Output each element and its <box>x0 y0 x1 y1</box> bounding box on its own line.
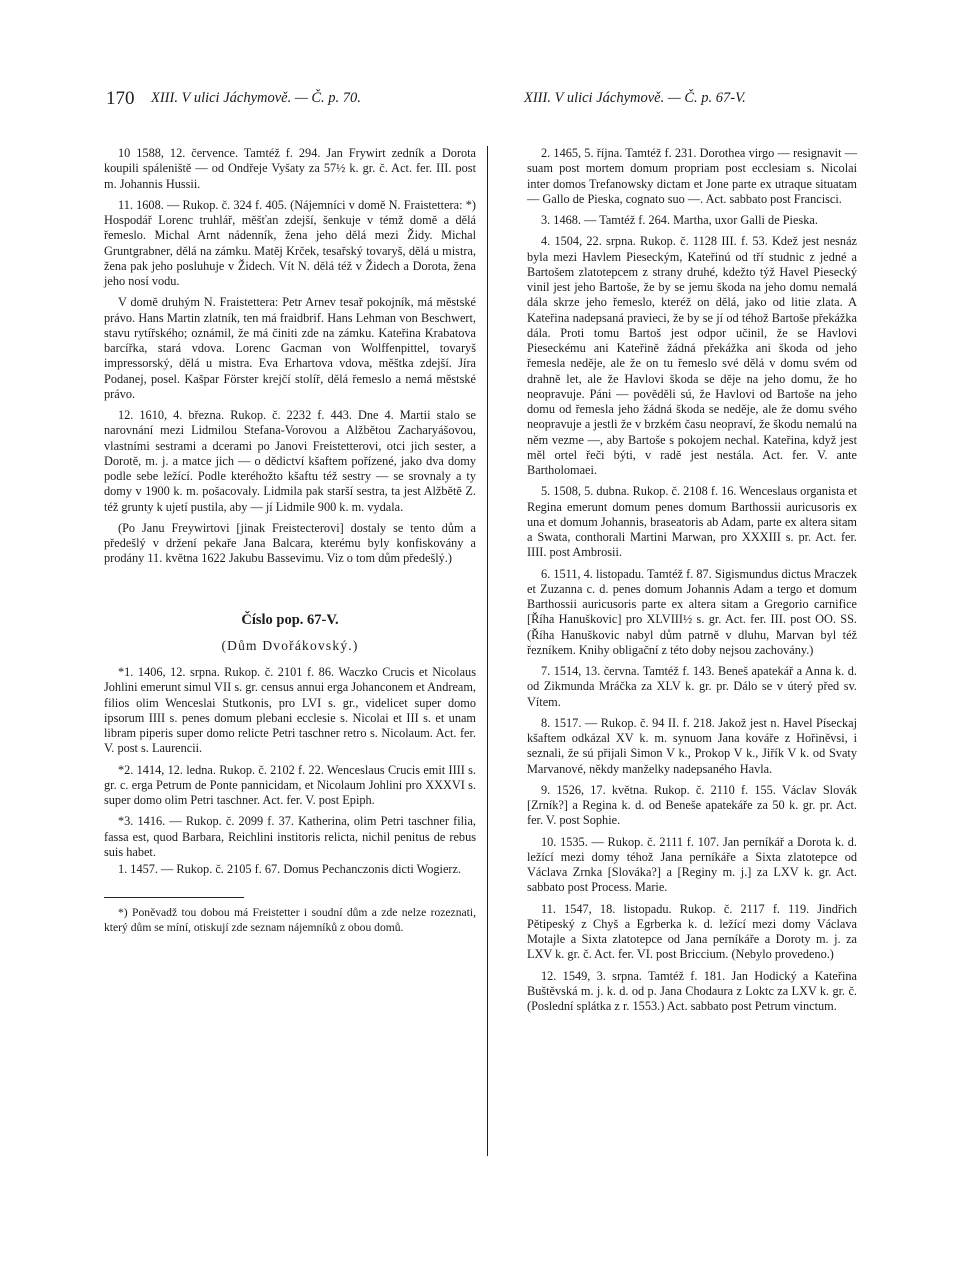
entry-paragraph: 10 1588, 12. července. Tamtéž f. 294. Jan Frywirt zedník a Dorota koupili spáleniště — od Ondřeje Vyšaty za 57½ k. gr. č. Act. fer. III. post m. Johannis Hussii. <box>104 146 476 191</box>
footnote-rule <box>104 897 244 898</box>
entry-paragraph: *1. 1406, 12. srpna. Rukop. č. 2101 f. 86. Waczko Crucis et Nicolaus Johlini emerunt simul VII s. gr. census annui erga Johanconem et Andream, filios olim Wenceslai Stutkonis, pro LVI s. gr., videlicet super domo ipsorum IIII s. penes domum plebani ecclesie s. Nicolai et III s. et unam libram piperis super domo relicte Petri taschner retro s. Nicolaum. Act. fer. V. post s. Laurencii. <box>104 665 476 756</box>
entry-paragraph: 9. 1526, 17. května. Rukop. č. 2110 f. 155. Václav Slovák [Zrník?] a Regina k. d. od Beneše apatekáře za 50 k. gr. pr. Act. fer. V. post Sophie. <box>527 782 857 828</box>
entry-paragraph: 11. 1608. — Rukop. č. 324 f. 405. (Nájemníci v domě N. Fraistettera: *) Hospodář Lorenc truhlář, měšťan zdejší, šenkuje v témž domě a dělá řemeslo. Michal Arnt nádenník, žena jeho dělá mezi Židy. Michal Gruntgrabner, dělá na zámku. Matěj Krček, tesařský tovaryš, dělá u mistra, žena pak jeho posluhuje v Židech. Vít N. dělá též v Židech a Dorota, žena jeho nosí vodu. <box>104 197 476 288</box>
entry-paragraph: 7. 1514, 13. června. Tamtéž f. 143. Beneš apatekář a Anna k. d. od Zikmunda Mráčka za XLV k. gr. pr. Dálo se v úterý před sv. Vítem. <box>527 664 857 709</box>
section-heading: Číslo pop. 67-V. <box>241 611 339 628</box>
page-number: 170 <box>106 88 135 109</box>
entry-paragraph: 5. 1508, 5. dubna. Rukop. č. 2108 f. 16. Wenceslaus organista et Regina emerunt domum penes domum Barthossii auricusoris ex una et domum Johannis, braseatoris ab Adam, parte ex altera sitam a Swata, conthorali Martini Marwan, pro XXXIII s. pr. Act. fer. IIII. post Ambrosii. <box>527 484 857 560</box>
entry-paragraph: *3. 1416. — Rukop. č. 2099 f. 37. Katherina, olim Petri taschner filia, fassa est, quod Barbara, Reichlini institoris relicta, nichil penitus de rebus suis habet. <box>104 814 476 859</box>
right-running-title: XIII. V ulici Jáchymově. — Č. p. 67-V. <box>524 90 746 106</box>
entry-paragraph: 2. 1465, 5. října. Tamtéž f. 231. Dorothea virgo — resignavit — suam post mortem domum propriam post ecclesiam s. Nicolai inter domos Trefanowsky dictam et Jone parte ex utraque situatam — Gallo de Pieska, cognato suo —. Act. sabbato post Francisci. <box>527 146 857 206</box>
column-divider <box>487 146 488 1156</box>
running-head <box>96 90 864 114</box>
entry-paragraph: V domě druhým N. Fraistettera: Petr Arnev tesař pokojník, má městské právo. Hans Martin zlatník, ten má fraidbrif. Hans Lehman von Beschwert, stavu rytířského; oznámil, že má činiti zde na zámku. Kateřina Krabatova barcířka, stará vdova. Lorenc Gacman von Wolffenpittel, tovaryš impressorský, dělá u mistra. Eva Erhartova vdova, měštka zdejší. Jíra Podanej, posel. Kašpar Förster krejčí stolíř, dělá řemeslo a nemá městské právo. <box>104 295 476 401</box>
entry-paragraph: 3. 1468. — Tamtéž f. 264. Martha, uxor Galli de Pieska. <box>541 213 818 227</box>
entry-paragraph: 10. 1535. — Rukop. č. 2111 f. 107. Jan perníkář a Dorota k. d. ležící mezi domy téhož Jana perníkáře a Sixta zlatotepce od Václava Zrnka [Slováka?] a [Reginy m. j.] za LXV k. gr. Act. sabbato post Process. Marie. <box>527 834 857 895</box>
entry-paragraph: 6. 1511, 4. listopadu. Tamtéž f. 87. Sigismundus dictus Mraczek et Zuzanna c. d. penes domum Johannis Adam a tergo et domum Barthossii auricusoris parte ex altera sitam a Gregorio carnifice [Říha Hanuškovic] pro XLVIII½ s. gr. Act. fer. III. post OO. SS. (Říha Hanuškovic nabyl dům patrně v dluhu, Marvan byl též řezníkem. Knihy obligační z této doby nejsou zachovány.) <box>527 566 857 657</box>
section-subheading: (Dům Dvořákovský.) <box>221 637 359 653</box>
entry-paragraph: 11. 1547, 18. listopadu. Rukop. č. 2117 f. 119. Jindřich Pětipeský z Chyš a Egrberka k. d. ležící mezi domy Václava Motajle a Sixta zlatotepce od Jana perníkáře a Doroty m. j. za LXV k. gr. č. Act. fer. VI. post Briccium. (Nebylo provedeno.) <box>527 901 857 962</box>
entry-paragraph: 12. 1549, 3. srpna. Tamtéž f. 181. Jan Hodický a Kateřina Buštěvská m. j. k. d. od p. Jana Chodaura z Loktc za LXV k. gr. č. (Poslední splátka z r. 1553.) Act. sabbato post Petrum vinctum. <box>527 968 857 1013</box>
entry-paragraph: 1. 1457. — Rukop. č. 2105 f. 67. Domus Pechanczonis dicti Wogierz. <box>118 862 462 876</box>
entry-paragraph: 4. 1504, 22. srpna. Rukop. č. 1128 III. f. 53. Kdež jest nesnáz byla mezi Havlem Pieseckým, Kateřinú od tří studnic z jedné a Bartošem zlatotepcem z strany druhé, kdežto týž Havel Piesecký vinil jest jeho Bartoše, že by se jemu škoda na jeho domu nemalá dála skrze jeho řemeslo, kteréž on dělá, jako od litie zlata. A Kateřina nadepsaná pravieci, že by se jí od téhož Bartoše překážka dála. Proti tomu Bartoš jest odpor učinil, že se Havlovi Pieseckému ani Kateřině žádná překážka ani škoda od jeho řemesla neděje, ale že on tu řemeslo své dělá v domu svém od drahně let, ale že Havlovi škoda se děje na jeho domu, že ho neopravuje. Páni — pověděli sú, že Havlovi od Bartoše na jeho domu od řemesla jeho žádná škoda se neděje, ale že domu svého neopravuje a jestli že v brzkém času neopraví, že škodu nemalú na něm vezme —, aby Bartoše s pokojem nechal. Kateřina, když jest měl ortel řeči býti, v radě jest nestála. Act. fer. V. ante Bartholomaei. <box>527 234 857 477</box>
left-running-title: XIII. V ulici Jáchymově. — Č. p. 70. <box>151 90 361 106</box>
right-column <box>527 146 857 1016</box>
footnote: *) Poněvadž tou dobou má Freistetter i soudní dům a zde nelze rozeznati, který dům se míní, otiskují zde seznam nájemníků z obou domů. <box>104 906 476 934</box>
left-column <box>104 146 476 935</box>
entry-paragraph: 8. 1517. — Rukop. č. 94 II. f. 218. Jakož jest n. Havel Píseckaj kšaftem odkázal XV k. m. synuom Jana kováře z Hořiněvsi, i seznali, že sú přijali Simon V k., Prokop V k., Jiřík V k. od Svaty Marvanové, někdy manželky nadepsaného Havla. <box>527 715 857 776</box>
entry-paragraph: 12. 1610, 4. března. Rukop. č. 2232 f. 443. Dne 4. Martii stalo se narovnání mezi Lidmilou Stefana-Vorovou a Alžbětou Zacharyášovou, vlastními sestrami a dcerami po Janovi Freistetterovi, otci jich sester, a Dorotě, m. j. a matce jich — o dědictví kšaftem pořízené, jako dva domy podle sebe ležící. Podle kteréhožto kšaftu též sestry — se srovnaly a ty domy v 1900 k. m. pošacovaly. Lidmila pak starší sestra, ta jest Alžbětě Z. též grunty k ujetí pustila, aby — jí Lidmile 900 k. m. vydala. <box>104 408 476 514</box>
entry-paragraph: (Po Janu Freywirtovi [jinak Freistecterovi] dostaly se tento dům a předešlý v držení pekaře Jana Balcara, kterému byly konfiskovány a prodány 11. května 1622 Jakubu Bassevimu. Viz o tom dům předešlý.) <box>104 520 476 566</box>
entry-paragraph: *2. 1414, 12. ledna. Rukop. č. 2102 f. 22. Wenceslaus Crucis emit IIII s. gr. c. erga Petrum de Ponte pannicidam, et Nicolaum Johlini pro XXXVI s. super domo olim Petri taschner. Act. fer. V. post Epiph. <box>104 762 476 807</box>
